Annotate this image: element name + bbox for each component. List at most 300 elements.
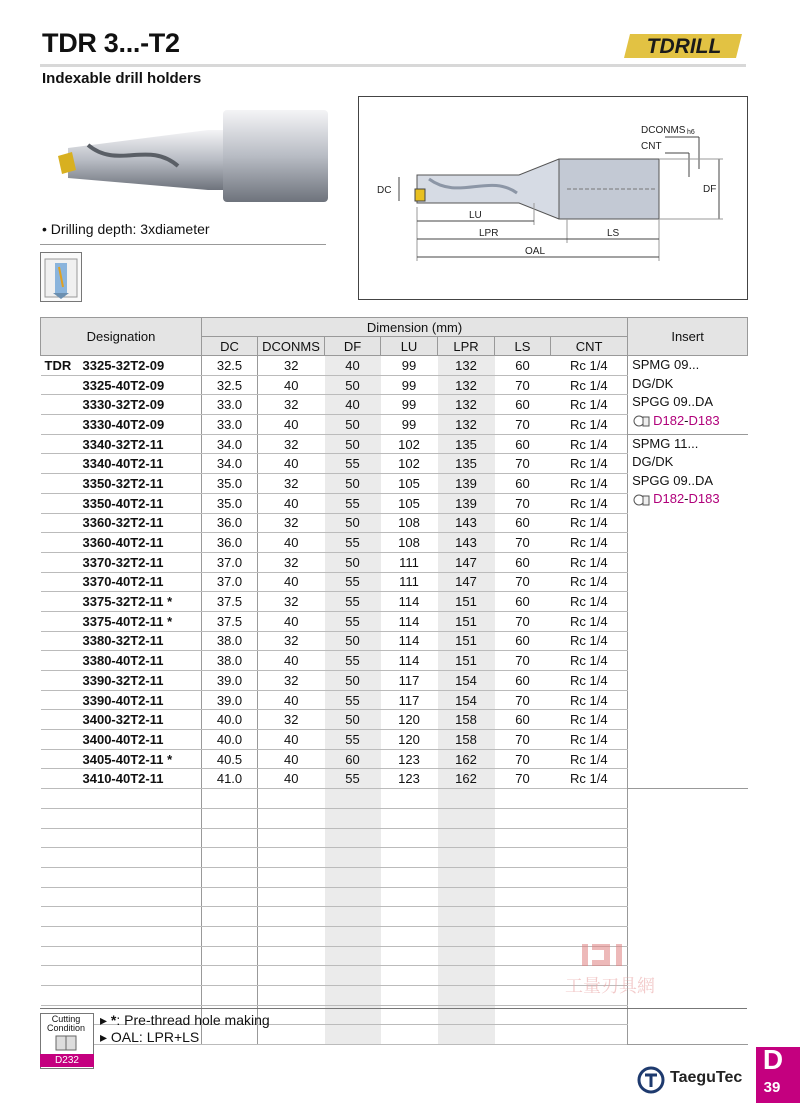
dc-cell: 38.0 <box>202 651 258 671</box>
dc-cell <box>202 828 258 848</box>
lpr-cell <box>438 907 495 927</box>
drilling-application-icon <box>40 252 82 302</box>
book-icon <box>54 1034 78 1052</box>
insert-ref-end[interactable]: D183 <box>688 491 720 507</box>
dconms-cell: 32 <box>258 395 325 415</box>
designation-cell <box>41 474 202 494</box>
dconms-cell: 32 <box>258 710 325 730</box>
df-cell <box>325 887 381 907</box>
lu-cell <box>381 907 438 927</box>
dconms-cell: 32 <box>258 671 325 691</box>
designation-code: 3370-40T2-11 <box>82 574 164 590</box>
dc-cell: 35.0 <box>202 493 258 513</box>
df-cell: 55 <box>325 730 381 750</box>
lu-cell: 111 <box>381 552 438 572</box>
cnt-cell: Rc 1/4 <box>551 769 628 789</box>
lu-cell: 108 <box>381 533 438 553</box>
designation-code: 3350-32T2-11 <box>82 475 164 491</box>
dc-cell: 39.0 <box>202 671 258 691</box>
lpr-cell: 135 <box>438 434 495 454</box>
cnt-label: CNT <box>641 141 662 152</box>
dc-cell <box>202 808 258 828</box>
insert-page-reference[interactable] <box>632 412 748 431</box>
insert-cell-11 <box>628 434 748 788</box>
cnt-cell: Rc 1/4 <box>551 434 628 454</box>
lu-cell: 102 <box>381 454 438 474</box>
lpr-cell <box>438 887 495 907</box>
lpr-cell <box>438 789 495 809</box>
specification-table <box>40 317 748 1045</box>
ls-cell: 70 <box>495 493 551 513</box>
designation-cell <box>41 631 202 651</box>
table-row <box>41 789 748 809</box>
ls-cell <box>495 808 551 828</box>
designation-cell <box>41 533 202 553</box>
designation-code: 3410-40T2-11 <box>82 771 164 787</box>
designation-cell <box>41 946 202 966</box>
ls-cell: 60 <box>495 671 551 691</box>
dconms-cell <box>258 808 325 828</box>
insert-line: DG/DK <box>632 454 674 470</box>
section-letter: D <box>762 1044 784 1075</box>
designation-code: 3360-40T2-11 <box>82 535 164 551</box>
designation-cell <box>41 513 202 533</box>
df-cell: 55 <box>325 769 381 789</box>
dconms-cell <box>258 986 325 1006</box>
df-cell: 50 <box>325 513 381 533</box>
cnt-cell <box>551 789 628 809</box>
lu-cell <box>381 828 438 848</box>
lpr-cell: 139 <box>438 493 495 513</box>
designation-cell <box>41 986 202 1006</box>
df-cell: 40 <box>325 356 381 376</box>
dconms-cell: 40 <box>258 690 325 710</box>
dconms-cell: 32 <box>258 592 325 612</box>
oal-note: ▸ OAL: LPR+LS <box>100 1029 200 1045</box>
ls-cell: 70 <box>495 611 551 631</box>
df-cell <box>325 966 381 986</box>
dconms-cell: 40 <box>258 572 325 592</box>
lpr-cell <box>438 926 495 946</box>
ls-cell <box>495 867 551 887</box>
dconms-cell: 40 <box>258 651 325 671</box>
brand-name: TaeguTec <box>670 1069 743 1086</box>
dc-cell <box>202 946 258 966</box>
cnt-cell: Rc 1/4 <box>551 671 628 691</box>
df-cell: 55 <box>325 493 381 513</box>
ls-cell: 70 <box>495 454 551 474</box>
dconms-cell <box>258 926 325 946</box>
lpr-cell <box>438 808 495 828</box>
lpr-cell: 132 <box>438 395 495 415</box>
dc-cell: 37.0 <box>202 572 258 592</box>
dconms-cell: 40 <box>258 749 325 769</box>
dconms-label: DCONMS <box>641 125 686 136</box>
lpr-label: LPR <box>479 228 499 239</box>
cnt-cell: Rc 1/4 <box>551 454 628 474</box>
designation-header: Designation <box>41 318 202 356</box>
ls-cell <box>495 1025 551 1045</box>
cnt-cell: Rc 1/4 <box>551 356 628 376</box>
df-cell <box>325 789 381 809</box>
lu-cell: 123 <box>381 749 438 769</box>
designation-code: 3390-40T2-11 <box>82 692 164 708</box>
insert-line: SPGG 09..DA <box>632 394 714 409</box>
df-cell: 40 <box>325 395 381 415</box>
lpr-cell: 139 <box>438 474 495 494</box>
ls-cell: 70 <box>495 769 551 789</box>
df-cell: 55 <box>325 611 381 631</box>
note-bullet: ▸ <box>100 1012 111 1028</box>
insert-page-reference[interactable] <box>632 490 748 509</box>
dconms-cell: 32 <box>258 631 325 651</box>
lpr-cell <box>438 986 495 1006</box>
designation-cell <box>41 493 202 513</box>
df-cell: 50 <box>325 415 381 435</box>
lpr-cell: 154 <box>438 690 495 710</box>
df-cell <box>325 986 381 1006</box>
cnt-cell: Rc 1/4 <box>551 710 628 730</box>
df-cell: 55 <box>325 454 381 474</box>
lpr-cell <box>438 966 495 986</box>
ls-cell: 60 <box>495 631 551 651</box>
df-cell <box>325 946 381 966</box>
lu-cell: 114 <box>381 611 438 631</box>
watermark-text: 工量刃具網 <box>565 976 655 997</box>
lu-cell: 120 <box>381 710 438 730</box>
designation-code: 3340-40T2-11 <box>82 456 164 472</box>
designation-cell <box>41 710 202 730</box>
lpr-cell: 132 <box>438 356 495 376</box>
dimension-diagram <box>358 96 748 300</box>
lpr-cell: 154 <box>438 671 495 691</box>
designation-code: 3370-32T2-11 <box>82 554 164 570</box>
dc-cell: 41.0 <box>202 769 258 789</box>
designation-cell <box>41 415 202 435</box>
dconms-cell: 40 <box>258 611 325 631</box>
designation-cell <box>41 887 202 907</box>
ls-cell: 70 <box>495 749 551 769</box>
ls-cell <box>495 789 551 809</box>
dc-cell: 32.5 <box>202 356 258 376</box>
cnt-cell: Rc 1/4 <box>551 749 628 769</box>
cnt-cell: Rc 1/4 <box>551 415 628 435</box>
page-subtitle: Indexable drill holders <box>42 70 202 87</box>
cutting-condition-label: Cutting Condition <box>46 1014 86 1033</box>
ls-cell: 60 <box>495 710 551 730</box>
cnt-cell: Rc 1/4 <box>551 474 628 494</box>
df-cell: 60 <box>325 749 381 769</box>
df-cell: 50 <box>325 710 381 730</box>
dconms-tolerance: h6 <box>687 129 695 136</box>
dconms-cell <box>258 946 325 966</box>
drill-product-photo <box>48 100 328 210</box>
cnt-cell: Rc 1/4 <box>551 533 628 553</box>
cutting-condition-ref[interactable]: D232 <box>40 1054 94 1067</box>
insert-line: SPMG 11... <box>632 435 699 451</box>
dc-cell: 40.5 <box>202 749 258 769</box>
dconms-cell: 40 <box>258 533 325 553</box>
lpr-cell <box>438 867 495 887</box>
insert-cell-09 <box>628 356 748 435</box>
df-cell: 50 <box>325 631 381 651</box>
lu-cell: 114 <box>381 651 438 671</box>
designation-cell <box>41 749 202 769</box>
ls-cell: 60 <box>495 395 551 415</box>
designation-code: 3330-32T2-09 <box>82 397 165 413</box>
designation-cell <box>41 848 202 868</box>
lpr-cell: 132 <box>438 415 495 435</box>
lu-cell: 99 <box>381 356 438 376</box>
lpr-cell: 147 <box>438 552 495 572</box>
dc-cell <box>202 986 258 1006</box>
lu-cell: 99 <box>381 375 438 395</box>
designation-cell <box>41 907 202 927</box>
ls-cell: 60 <box>495 592 551 612</box>
designation-code: 3380-32T2-11 <box>82 633 164 649</box>
footer-divider <box>40 1008 747 1009</box>
column-header-cnt: CNT <box>551 337 628 356</box>
designation-code: 3400-32T2-11 <box>82 712 164 728</box>
dconms-cell <box>258 867 325 887</box>
lu-cell <box>381 789 438 809</box>
designation-code: 3380-40T2-11 <box>82 653 164 669</box>
dimension-header: Dimension (mm) <box>202 318 628 337</box>
ls-cell <box>495 848 551 868</box>
dconms-cell <box>258 848 325 868</box>
designation-cell <box>41 572 202 592</box>
insert-ref-start[interactable]: D182 <box>653 491 685 507</box>
lu-cell <box>381 986 438 1006</box>
lpr-cell: 158 <box>438 710 495 730</box>
lpr-cell: 151 <box>438 592 495 612</box>
designation-cell <box>41 611 202 631</box>
cnt-cell <box>551 828 628 848</box>
designation-cell <box>41 651 202 671</box>
lu-cell: 114 <box>381 592 438 612</box>
ls-cell: 60 <box>495 552 551 572</box>
designation-cell <box>41 434 202 454</box>
df-cell: 55 <box>325 651 381 671</box>
designation-cell <box>41 926 202 946</box>
insert-line: DG/DK <box>632 375 674 391</box>
lu-cell: 102 <box>381 434 438 454</box>
df-cell <box>325 828 381 848</box>
designation-cell <box>41 552 202 572</box>
dc-cell: 34.0 <box>202 454 258 474</box>
ls-cell <box>495 887 551 907</box>
dconms-cell: 40 <box>258 493 325 513</box>
dc-cell: 37.0 <box>202 552 258 572</box>
drilling-depth-note: • Drilling depth: 3xdiameter <box>42 221 210 237</box>
designation-cell <box>41 867 202 887</box>
catalog-page-icon <box>632 493 650 507</box>
designation-code: 3350-40T2-11 <box>82 495 164 511</box>
dc-cell <box>202 789 258 809</box>
df-cell: 55 <box>325 592 381 612</box>
cnt-cell: Rc 1/4 <box>551 513 628 533</box>
cnt-cell: Rc 1/4 <box>551 572 628 592</box>
df-cell <box>325 907 381 927</box>
lu-cell: 99 <box>381 415 438 435</box>
column-header-ls: LS <box>495 337 551 356</box>
designation-cell <box>41 454 202 474</box>
lu-cell <box>381 887 438 907</box>
cnt-cell <box>551 848 628 868</box>
lu-cell: 117 <box>381 690 438 710</box>
dc-cell: 38.0 <box>202 631 258 651</box>
column-header-dconms: DCONMS <box>258 337 325 356</box>
designation-code: 3405-40T2-11 * <box>82 751 173 767</box>
designation-code: 3400-40T2-11 <box>82 731 164 747</box>
lpr-cell <box>438 828 495 848</box>
dconms-cell <box>258 966 325 986</box>
cnt-cell: Rc 1/4 <box>551 592 628 612</box>
dc-cell <box>202 966 258 986</box>
lu-cell <box>381 966 438 986</box>
ls-cell: 70 <box>495 533 551 553</box>
dconms-cell <box>258 887 325 907</box>
designation-code: 3375-32T2-11 * <box>82 594 173 610</box>
dconms-cell <box>258 789 325 809</box>
designation-prefix: TDR <box>44 357 72 373</box>
tdrill-logo-text: TDRILL <box>646 35 722 58</box>
lu-cell: 105 <box>381 474 438 494</box>
designation-code: 3325-40T2-09 <box>82 377 165 393</box>
dc-cell: 36.0 <box>202 533 258 553</box>
dc-cell <box>202 867 258 887</box>
column-header-lpr: LPR <box>438 337 495 356</box>
dconms-cell: 32 <box>258 434 325 454</box>
insert-line: SPMG 09... <box>632 357 700 372</box>
ls-label: LS <box>607 228 620 239</box>
designation-code: 3375-40T2-11 * <box>82 613 173 629</box>
df-cell: 55 <box>325 533 381 553</box>
designation-cell <box>41 356 202 376</box>
dc-cell: 39.0 <box>202 690 258 710</box>
insert-ref-end[interactable]: D183 <box>688 412 720 428</box>
cnt-cell <box>551 907 628 927</box>
lu-cell: 123 <box>381 769 438 789</box>
ls-cell: 60 <box>495 474 551 494</box>
dconms-cell: 40 <box>258 769 325 789</box>
designation-cell <box>41 808 202 828</box>
dconms-cell: 32 <box>258 513 325 533</box>
designation-cell <box>41 592 202 612</box>
df-cell: 50 <box>325 552 381 572</box>
catalog-page-icon <box>632 414 650 428</box>
designation-code: 3330-40T2-09 <box>82 416 165 432</box>
designation-cell <box>41 375 202 395</box>
cnt-cell <box>551 867 628 887</box>
lu-cell: 105 <box>381 493 438 513</box>
designation-code: 3340-32T2-11 <box>82 436 164 452</box>
lu-cell <box>381 808 438 828</box>
lpr-cell: 162 <box>438 749 495 769</box>
lu-cell <box>381 1025 438 1045</box>
insert-ref-separator: - <box>684 491 689 507</box>
lpr-cell: 151 <box>438 651 495 671</box>
dconms-cell: 40 <box>258 415 325 435</box>
dc-cell <box>202 848 258 868</box>
dconms-cell <box>258 828 325 848</box>
cnt-cell: Rc 1/4 <box>551 690 628 710</box>
lpr-cell: 158 <box>438 730 495 750</box>
dconms-cell: 32 <box>258 356 325 376</box>
dconms-cell: 40 <box>258 730 325 750</box>
df-label: DF <box>703 184 717 195</box>
dc-cell <box>202 907 258 927</box>
dc-cell: 37.5 <box>202 611 258 631</box>
lpr-cell <box>438 848 495 868</box>
cnt-cell: Rc 1/4 <box>551 651 628 671</box>
dconms-cell: 40 <box>258 454 325 474</box>
designation-code: 3390-32T2-11 <box>82 672 164 688</box>
df-cell <box>325 808 381 828</box>
insert-header: Insert <box>628 318 748 356</box>
lu-cell: 120 <box>381 730 438 750</box>
note-star-key: * <box>110 1012 117 1028</box>
df-cell: 50 <box>325 434 381 454</box>
table-row <box>41 434 748 454</box>
table-row <box>41 356 748 376</box>
insert-ref-start[interactable]: D182 <box>653 412 685 428</box>
dc-cell: 35.0 <box>202 474 258 494</box>
df-cell <box>325 867 381 887</box>
dconms-cell: 40 <box>258 375 325 395</box>
lpr-cell: 151 <box>438 631 495 651</box>
designation-cell <box>41 671 202 691</box>
lpr-cell: 135 <box>438 454 495 474</box>
dc-cell: 33.0 <box>202 395 258 415</box>
designation-cell <box>41 690 202 710</box>
designation-cell <box>41 769 202 789</box>
designation-cell <box>41 395 202 415</box>
lu-cell: 114 <box>381 631 438 651</box>
dc-cell: 33.0 <box>202 415 258 435</box>
designation-code: 3325-32T2-09 <box>82 357 165 373</box>
column-header-dc: DC <box>202 337 258 356</box>
dconms-cell: 32 <box>258 474 325 494</box>
designation-code: 3360-32T2-11 <box>82 515 164 531</box>
ls-cell <box>495 907 551 927</box>
note-star-text: : Pre-thread hole making <box>116 1012 270 1028</box>
lu-cell: 99 <box>381 395 438 415</box>
pre-thread-note <box>100 1012 270 1029</box>
ls-cell: 70 <box>495 651 551 671</box>
column-header-lu: LU <box>381 337 438 356</box>
df-cell: 50 <box>325 474 381 494</box>
lpr-cell: 143 <box>438 513 495 533</box>
lpr-cell <box>438 946 495 966</box>
watermark-logo <box>540 940 680 1010</box>
cnt-cell: Rc 1/4 <box>551 730 628 750</box>
lpr-cell: 143 <box>438 533 495 553</box>
lu-cell: 108 <box>381 513 438 533</box>
lu-cell <box>381 867 438 887</box>
cnt-cell <box>551 808 628 828</box>
ls-cell: 70 <box>495 690 551 710</box>
dc-cell <box>202 887 258 907</box>
cnt-cell: Rc 1/4 <box>551 611 628 631</box>
page-number: 39 <box>763 1079 781 1096</box>
cnt-cell: Rc 1/4 <box>551 375 628 395</box>
df-cell <box>325 1025 381 1045</box>
insert-ref-separator: - <box>684 412 689 428</box>
dc-cell: 40.0 <box>202 710 258 730</box>
ls-cell: 60 <box>495 434 551 454</box>
ls-cell <box>495 828 551 848</box>
